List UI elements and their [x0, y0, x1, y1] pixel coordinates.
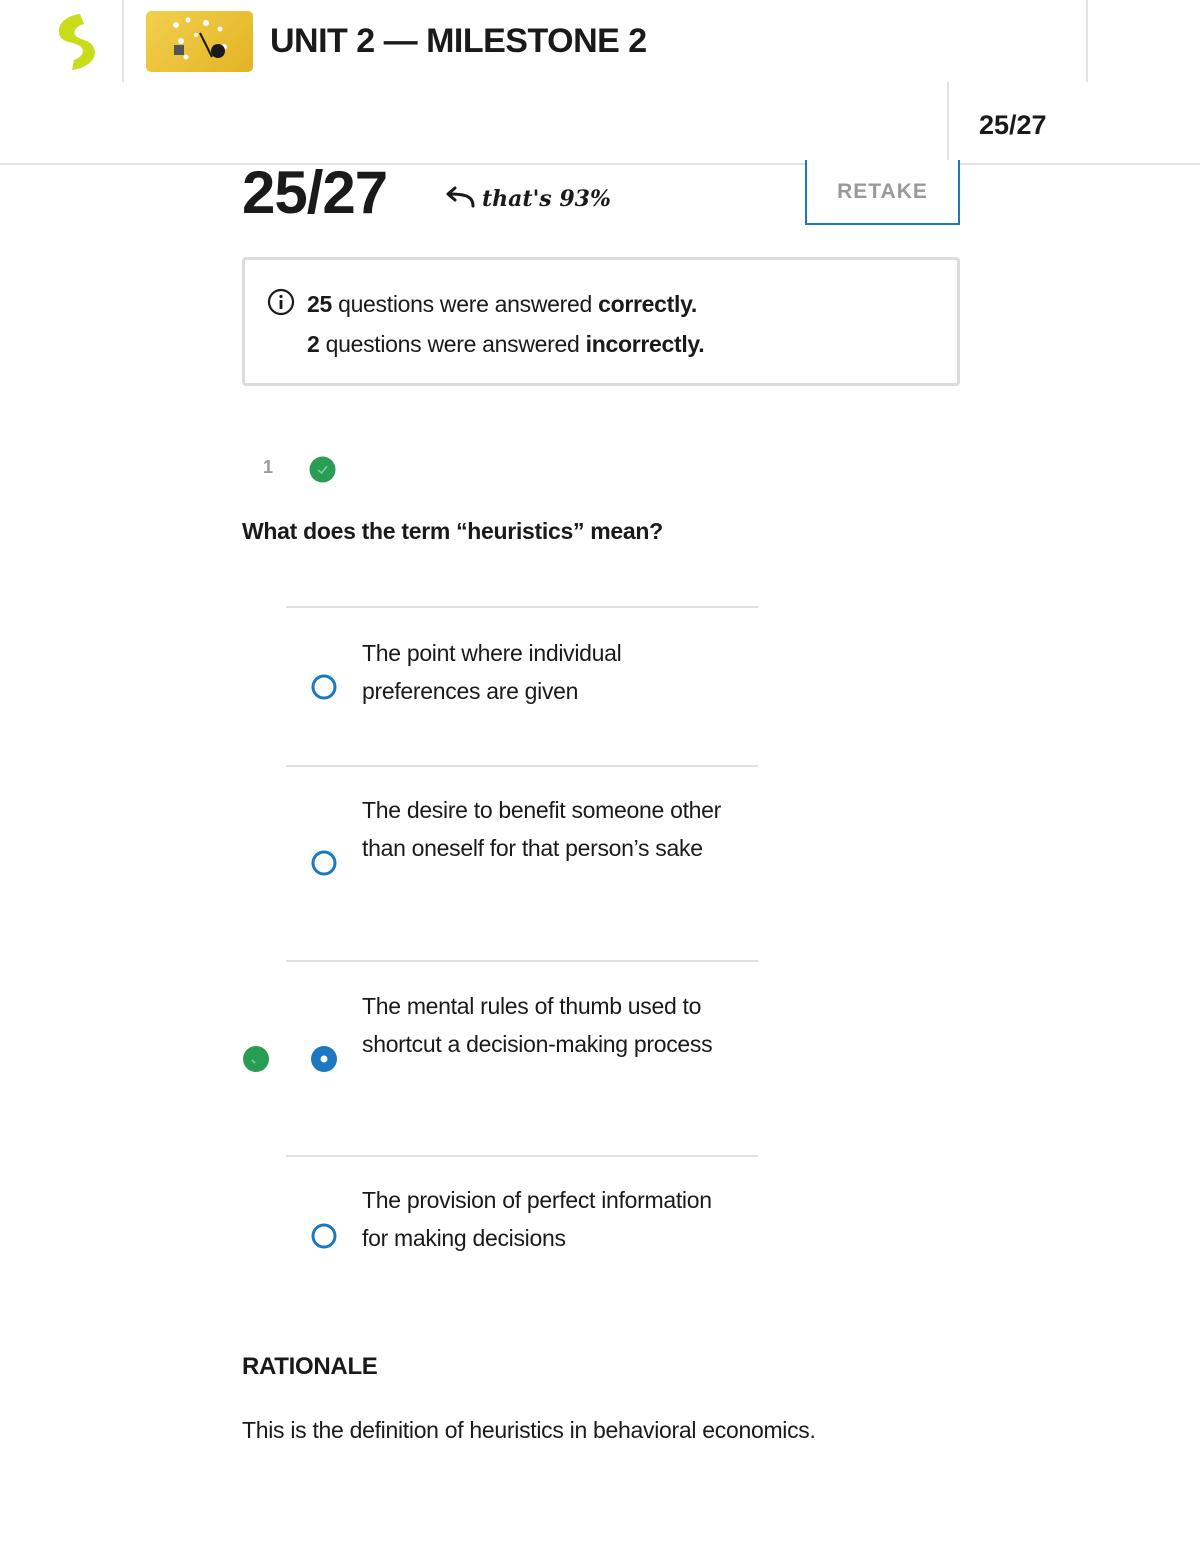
radio-unselected-icon[interactable] [310, 849, 338, 877]
correct-answer-icon [242, 1045, 270, 1073]
question-text: What does the term “heuristics” mean? [242, 518, 663, 544]
option-divider [286, 765, 758, 767]
option-divider [286, 1155, 758, 1157]
option-text[interactable]: The desire to benefit someone other than oneself for that person’s sake [362, 797, 722, 861]
option-text[interactable]: The provision of perfect information for making decisions [362, 1187, 712, 1251]
unit-title: UNIT 2 — MILESTONE 2 [270, 22, 647, 60]
radio-unselected-icon[interactable] [310, 1222, 338, 1250]
sophia-logo-icon[interactable] [50, 12, 102, 72]
question-number: 1 [263, 457, 274, 477]
correct-summary: 25 questions were answered correctly. [307, 291, 697, 317]
header-bottom-border [0, 163, 1200, 165]
option-text[interactable]: The mental rules of thumb used to shortcut a decision-making process [362, 993, 713, 1057]
header-divider [1086, 0, 1088, 82]
retake-button[interactable]: RETAKE [805, 160, 960, 225]
header-divider [122, 0, 124, 82]
header-score: 25/27 [979, 110, 1047, 140]
top-header [0, 0, 1200, 82]
option-divider [286, 960, 758, 962]
radio-unselected-icon[interactable] [310, 673, 338, 701]
curved-arrow-icon [443, 186, 477, 212]
score-divider [947, 82, 949, 164]
option-text[interactable]: The point where individual preferences are given [362, 640, 622, 704]
option-divider [286, 606, 758, 608]
incorrect-summary: 2 questions were answered incorrectly. [307, 331, 705, 357]
correct-check-icon [309, 456, 336, 483]
results-summary [242, 257, 960, 386]
score-value: 25/27 [242, 159, 388, 226]
info-icon [267, 288, 295, 316]
percent-note: that's 93% [482, 186, 611, 212]
radio-selected-icon[interactable] [310, 1045, 338, 1073]
rationale-heading: RATIONALE [242, 1353, 378, 1380]
rationale-text: This is the definition of heuristics in behavioral economics. [242, 1417, 816, 1443]
unit-thumbnail [146, 11, 253, 72]
